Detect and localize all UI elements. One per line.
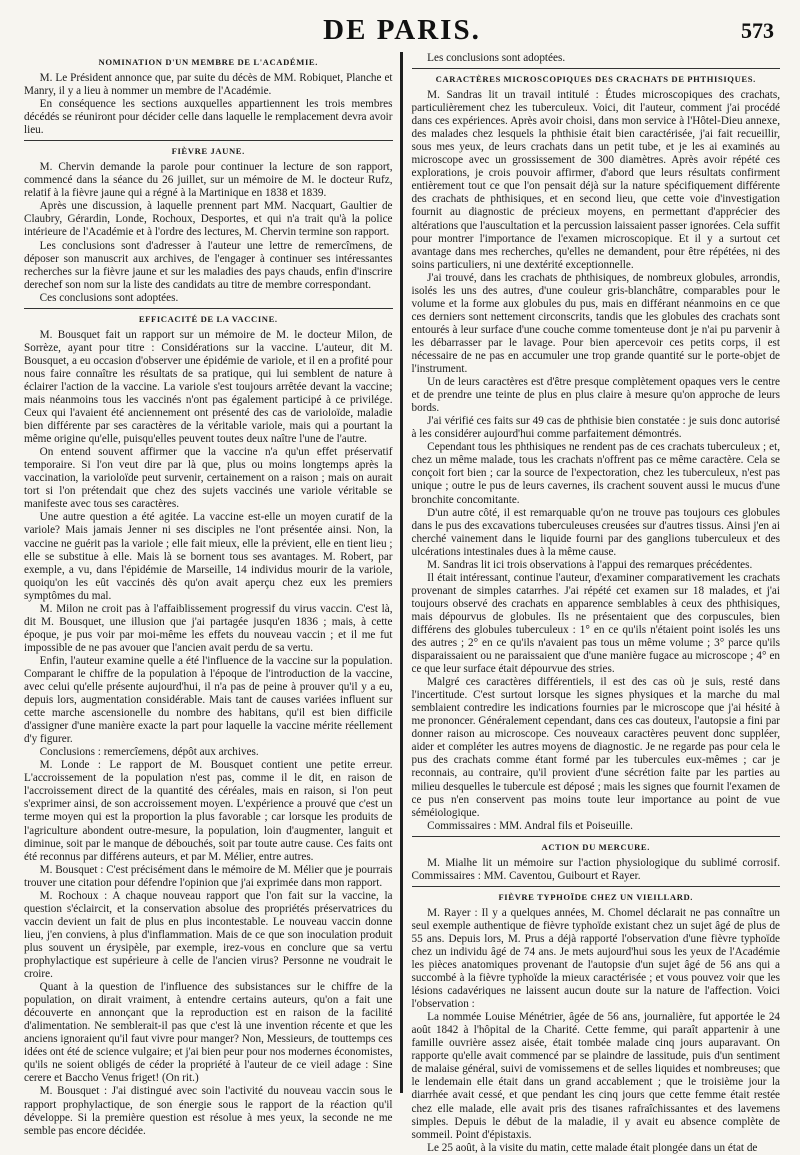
paragraph: On entend souvent affirmer que la vaccine n'a qu'un effet préservatif temporaire. Si l'on veut dire par là que, plus ou moins longtemps après la vaccination, la varioloïde peut survenir, certainement on a raison ; mais on aurait tort si l'on prétendait que chez des sujets vaccinés une variole véritable se manifeste avec tous ses caractères. [24, 446, 393, 511]
paragraph: Le 25 août, à la visite du matin, cette malade était plongée dans un état de [427, 1141, 758, 1154]
heading-nomination: NOMINATION D'UN MEMBRE DE L'ACADÉMIE. [98, 57, 318, 67]
section-rule [24, 140, 393, 141]
paragraph: J'ai trouvé, dans les crachats de phthisiques, de nombreux globules, arrondis, isolés les uns des autres, d'une couleur gris-blanchâtre, comparables pour le volume et la forme aux globules du pus, mais en différant néanmoins en ce que ces derniers sont nettement circonscrits, tandis que les globules des crachats sont entourés à leur surface d'une couche comme tomenteuse dont je n'ai pu parvenir à les débarrasser par le lavage. Pour bien apercevoir ces petits corps, il est nécessaire de ne pas en accumuler une trop grande quantité sur le porte-objet de l'instrument. [411, 271, 781, 376]
columns [24, 52, 781, 1154]
paragraph: M. Bousquet : C'est précisément dans le mémoire de M. Mélier que je pourrais trouver une citation pour défendre l'opinion que j'ai exprimée dans mon rapport. [24, 863, 393, 889]
paragraph: M. Sandras lit ici trois observations à l'appui des remarques précédentes. [427, 558, 753, 571]
paragraph: M. Rochoux : A chaque nouveau rapport que l'on fait sur la vaccine, la question s'éclaircit, et la conservation absolue des propriétés préservatrices du vaccin devient un fait de plus en plus incontestable. Le nouveau vaccin donne lieu, j'en conviens, à plus d'inflammation. Mais de ce que son inoculation produit plus souvent un érysipèle, par exemple, irez-vous en conclure que sa vertu prophylactique est supérieure à celle de l'ancien virus? Personne ne voudrait le croire. [24, 889, 393, 981]
heading-typhoide: FIÈVRE TYPHOÏDE CHEZ UN VIEILLARD. [498, 891, 694, 902]
paragraph: M. Rayer : Il y a quelques années, M. Chomel déclarait ne pas connaître un seul exemple authentique de fièvre typhoïde existant chez un sujet âgé de plus de 55 ans. Depuis lors, M. Prus a déjà rapporté l'observation d'une fièvre typhoïde chez un individu âgé de 74 ans. Je mets aujourd'hui sous les yeux de l'Académie les pièces anatomiques provenant de l'autopsie d'un sujet âgé de 56 ans qui a succombé à la fièvre typhoïde la mieux caractérisée ; et vous pouvez voir que les lésions cadavériques ne laissent aucun doute sur la nature de l'affection. Voici l'observation : [411, 906, 781, 1011]
paragraph: M. Londe : Le rapport de M. Bousquet contient une petite erreur. L'accroissement de la population n'est pas, comme il le dit, en raison de l'accroissement direct de la quantité des céréales, mais en raison, si l'on peut s'exprimer ainsi, de son accroissement moyen. L'expérience a prouvé que c'est un terme moyen qui est la proportion la plus favorable ; car lorsque les produits de l'agriculture abondent outre-mesure, la population, loin d'augmenter, languit et diminue, soit par le manque de débouchés, soit par toute autre cause. Ces faits ont été reconnus par différens auteurs, et par M. Mélier, entre autres. [24, 759, 393, 863]
running-head [24, 0, 780, 50]
section-rule [412, 836, 781, 837]
right-column [403, 52, 781, 1154]
paragraph: M. Chervin demande la parole pour continuer la lecture de son rapport, commencé dans la séance du 26 juillet, sur un mémoire de M. le docteur Rufz, relatif à la fièvre jaune qui a régné à la Martinique en 1838 et 1839. [24, 161, 393, 200]
paragraph: D'un autre côté, il est remarquable qu'on ne trouve pas toujours ces globules dans le pus des excavations tuberculeuses creusées sur d'autres tissus. Ainsi j'en ai cherché vainement dans le liquide fourni par des ganglions tuberculeux et des ulcérations intestinales dues à la même cause. [411, 506, 781, 558]
paragraph: Un de leurs caractères est d'être presque complètement opaques vers le centre et de prendre une teinte de plus en plus claire à mesure qu'on approche de leurs bords. [411, 376, 781, 415]
section-rule [412, 886, 781, 887]
paragraph: Les conclusions sont adoptées. [427, 52, 566, 64]
heading-vaccine: EFFICACITÉ DE LA VACCINE. [138, 313, 278, 324]
paragraph: La nommée Louise Ménétrier, âgée de 56 ans, journalière, fut apportée le 24 août 1842 à l'hôpital de la Charité. Cette femme, qui paraît appartenir à une famille ouvrière assez aisée, était tombée malade cinq jours auparavant. On rapporte qu'elle avait commencé par se plaindre de lassitude, puis d'un sentiment de malaise général, suivi de vomissemens et de selles liquides et nombreuses; que le lendemain elle était dans un grand accablement ; que le troisième jour la diarrhée avait cessé, et que pendant les cinq jours que cette femme était restée chez elle malade, elle avait pris des tisanes rafraîchissantes et des lavemens simples. Depuis le début de la maladie, il y avait eu absence complète de sommeil. Point d'épistaxis. [411, 1011, 781, 1141]
paragraph: M. Sandras lit un travail intitulé : Études microscopiques des crachats, particulièrement chez les tuberculeux. Voici, dit l'auteur, comment j'ai procédé dans ces expériences. Après avoir choisi, dans mon service à l'Hôtel-Dieu annexe, des malades chez lesquels la phthisie était bien caractérisée, j'ai fait recueillir, sous mes yeux, de leurs crachats dans un petit tube, et je les ai examinés au microscope avec un grossissement de 300 diamètres. Après avoir répété ces explorations, je crois pouvoir affirmer, d'abord que leurs résultats confirment entièrement tout ce que l'on pensait déjà sur la nature spécifiquement différente des crachats de phthisiques, et en second lieu, que cette voie d'investigation fournit au diagnostic de précieux moyens, en permettant d'apprécier des altérations que l'auscultation et la percussion laissaient passer ignorées. Cela suffit pour montrer l'importance de l'examen microscopique. Et il y a surtout cet avantage dans mes recherches, qu'elles ne demandent, pour être répétées, ni des soins particuliers, ni une dextérité exceptionnelle. [411, 89, 781, 271]
paragraph: M. Bousquet fait un rapport sur un mémoire de M. le docteur Milon, de Sorrèze, ayant pour titre : Considérations sur la vaccine. L'auteur, dit M. Bousquet, a eu occasion d'observer une épidémie de variole, et il en a profité pour nous faire connaître les résultats de sa pratique, qui lui semblent de nature à éclairer l'action de la vaccine. La variole s'est toujours arrêtée devant la vaccine; mais néanmoins tous les vaccinés n'ont pas également participé à ce privilége. Ceux qui l'avaient été anciennement ont présenté des cas de varioloïde, maladie bien différente par ses caractères de la véritable variole, mais qui a pourtant la même origine qu'elle, puisqu'elles peuvent toutes deux naître l'une de l'autre. [24, 328, 393, 446]
section-rule [24, 308, 393, 309]
paragraph: Une autre question a été agitée. La vaccine est-elle un moyen curatif de la variole? Mais jamais Jenner ni ses disciples ne l'ont présentée ainsi. Non, la vaccine ne guérit pas la variole ; elle fait mieux, elle la prévient, elle en tient lieu ; elle se substitue à elle. Mais là se bornent tous ses avantages. M. Robert, par exemple, a vu, dans l'épidémie de Marseille, 14 individus mourir de la variole, quoiqu'on les eût vaccinés dès qu'on avait aperçu chez eux les premiers symptômes du mal. [24, 511, 393, 602]
paragraph: Conclusions : remercîemens, dépôt aux archives. [39, 746, 259, 759]
paragraph: Après une discussion, à laquelle prennent part MM. Nacquart, Gaultier de Claubry, Gérardin, Londe, Rochoux, Desportes, et qui n'a trait qu'à la police intérieure de l'Académie et à l'ordre des lectures, M. Chervin termine son rapport. [24, 200, 393, 239]
heading-crachats: CARACTÈRES MICROSCOPIQUES DES CRACHATS DE PHTHISIQUES. [435, 74, 756, 85]
paragraph: Quant à la question de l'influence des subsistances sur le chiffre de la population, on dirait vraiment, à entendre certains auteurs, qu'on a fait une découverte en annonçant que la reproduction est en raison de la facilité d'alimentation. Ne semblerait-il pas que c'est là une invention récente et que les anciens ignoraient qu'il faut vivre pour manger? Non, Messieurs, de touttemps ces idées ont été de science vulgaire; et j'ai bien peur pour nos modernes économistes, qu'ils ne soient obligés de céder la propriété à l'auteur de ce vieil adage : Sine cerere et Baccho Venus friget! (On rit.) [24, 981, 393, 1085]
left-column [24, 52, 400, 1137]
heading-fievre-jaune: FIÈVRE JAUNE. [171, 146, 245, 157]
paragraph: M. Mialhe lit un mémoire sur l'action physiologique du sublimé corrosif. Commissaires : MM. Caventou, Guibourt et Rayer. [411, 856, 781, 882]
page-number: 573 [741, 18, 774, 43]
paragraph: Commissaires : MM. Andral fils et Poiseuille. [427, 819, 633, 832]
paragraph: Enfin, l'auteur examine quelle a été l'influence de la vaccine sur la population. Comparant le chiffre de la population à l'époque de l'introduction de la vaccine, avec celui qu'elle présente aujourd'hui, il n'a pas de peine à prouver qu'il y a eu, depuis lors, augmentation considérable. Mais tant de causes variées influent sur cette marche ascensionelle du nombre des habitans, qu'il est bien difficile d'assigner d'une manière exacte la part pour laquelle la vaccine mérite réellement d'y figurer. [24, 654, 393, 746]
paragraph: M. Le Président annonce que, par suite du décès de MM. Robiquet, Planche et Manry, il y a lieu à nommer un membre de l'Académie. [24, 72, 393, 98]
paragraph: M. Bousquet : J'ai distingué avec soin l'activité du nouveau vaccin sous le rapport prophylactique, de son énergie sous le rapport de la réaction qu'il développe. Si la première question est résolue à mes yeux, la seconde ne me semble pas encore décidée. [24, 1085, 393, 1137]
paragraph: Il était intéressant, continue l'auteur, d'examiner comparativement les crachats provenant de simples catarrhes. J'ai répété cet examen sur 18 malades, et j'ai toujours observé des crachats en apparence semblables à ceux des phthisiques, mais dépourvus de globules. Ils ne présentaient que des corpuscules, bien différens des globules tuberculeux : 1° en ce qu'ils n'étaient point isolés les uns des autres ; 2° en ce qu'ils n'avaient pas tous un même volume ; 3° parce qu'ils disparaissaient ou ne paraissaient que d'une manière fugace au microscope ; 4° en ce que leur surface était dépourvue des stries. [411, 571, 781, 676]
paragraph: Cependant tous les phthisiques ne rendent pas de ces crachats tuberculeux ; et, chez un même malade, tous les crachats n'offrent pas ce même caractère. Cela se conçoit fort bien ; car la source de l'expectoration, chez les tuberculeux, n'est pas unique ; outre le pus de leurs cavernes, ils crachent souvent aussi le mucus d'une bronchite concomitante. [411, 441, 781, 506]
paragraph: Ces conclusions sont adoptées. [39, 291, 179, 304]
paragraph: M. Milon ne croit pas à l'affaiblissement progressif du virus vaccin. C'est là, dit M. Bousquet, une illusion que j'ai partagée jusqu'en 1836 ; mais, à cette époque, je pus voir par moi-même les effets du nouveau vaccin ; et il me fut impossible de ne pas avouer que l'ancien avait perdu de sa vertu. [24, 602, 393, 654]
heading-mercure: ACTION DU MERCURE. [541, 841, 650, 852]
paragraph: J'ai vérifié ces faits sur 49 cas de phthisie bien constatée : je suis donc autorisé à les considérer aujourd'hui comme parfaitement démontrés. [411, 415, 781, 441]
section-rule [412, 68, 781, 69]
paragraph: En conséquence les sections auxquelles appartiennent les trois membres décédés se réuniront pour décider celle dans laquelle le remplacement devra avoir lieu. [24, 98, 393, 137]
paragraph: Malgré ces caractères différentiels, il est des cas où je suis, resté dans l'incertitude. C'est surtout lorsque les signes physiques et la marche du mal semblaient contredire les indications fournies par le microscope que j'ai hésité à me prononcer. Généralement cependant, dans ces cas douteux, l'autopsie a fini par donner raison au microscope. Ces nouveaux caractères peuvent donc suppléer, aider et compléter les autres moyens de diagnostic. Je ne regarde pas pour cela le pus des crachats comme étant formé par les tubercules eux-mêmes ; car je reconnais, au contraire, qu'il provient d'une sécrétion faite par les parties au milieu desquelles le tubercule est déposé ; mais les signes que fournit l'examen de ce pus n'en conservent pas moins toute leur importance au point de vue séméiologique. [411, 676, 781, 819]
running-title: DE PARIS. [323, 14, 481, 46]
paragraph: Les conclusions sont d'adresser à l'auteur une lettre de remercîmens, de déposer son manuscrit aux archives, de l'engager à continuer ses intéressantes recherches sur la fièvre jaune et sur les maladies des pays chauds, enfin d'inscrire derechef son nom sur la liste des candidats au titre de membre correspondant. [24, 239, 393, 291]
